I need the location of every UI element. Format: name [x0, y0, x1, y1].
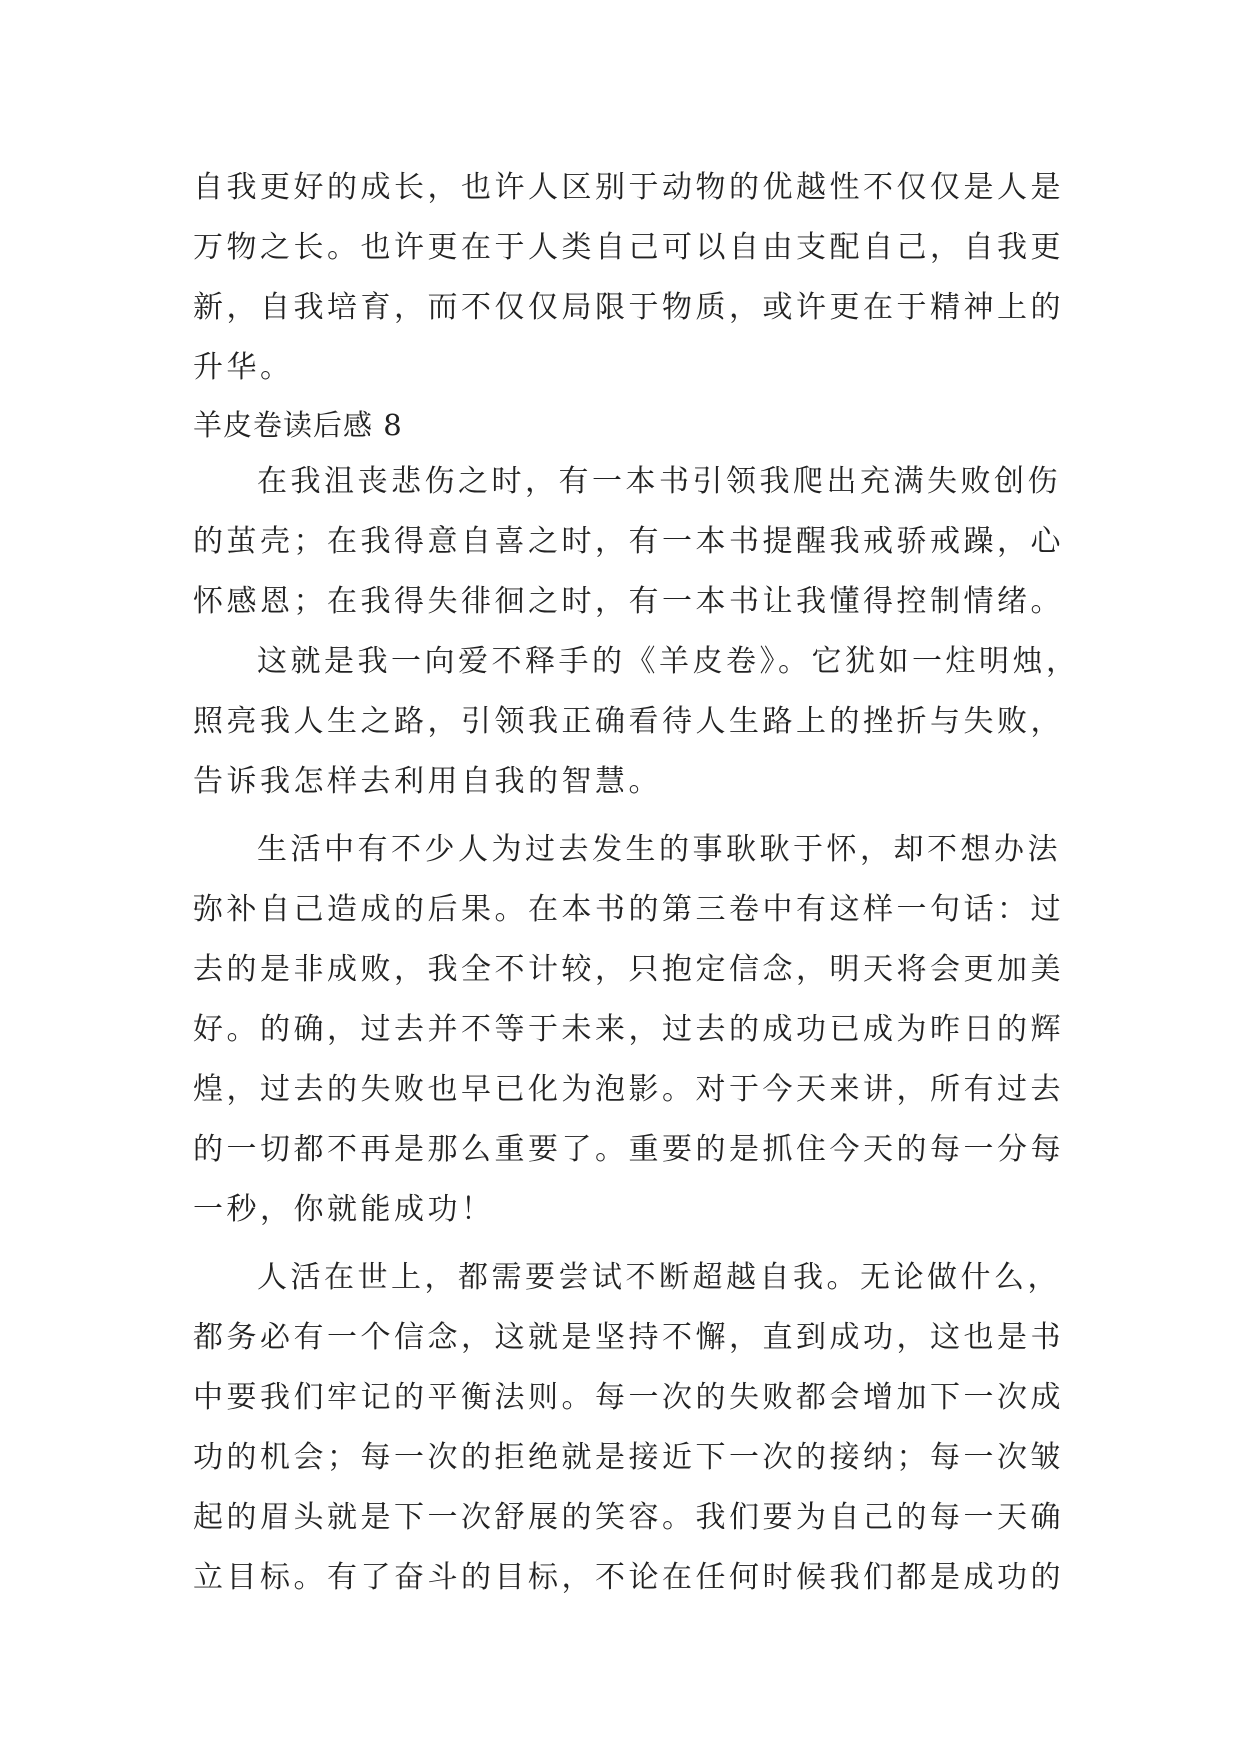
- text-line: 中要我们牢记的平衡法则。每一次的失败都会增加下一次成: [193, 1380, 1064, 1415]
- text-line: 新，自我培育，而不仅仅局限于物质，或许更在于精神上的: [193, 290, 1064, 325]
- text-line: 起的眉头就是下一次舒展的笑容。我们要为自己的每一天确: [193, 1500, 1064, 1535]
- text-line: 万物之长。也许更在于人类自己可以自由支配自己，自我更: [193, 230, 1064, 265]
- paragraph: [193, 820, 1068, 1240]
- paragraph: [193, 452, 1068, 632]
- text-line: 这就是我一向爱不释手的《羊皮卷》。它犹如一炷明烛，: [257, 644, 1080, 679]
- text-line: 立目标。有了奋斗的目标，不论在任何时候我们都是成功的: [193, 1560, 1064, 1595]
- section-title: 羊皮卷读后感 8: [193, 408, 403, 442]
- document-body: [193, 158, 1080, 1608]
- text-line: 好。的确，过去并不等于未来，过去的成功已成为昨日的辉: [193, 1012, 1064, 1047]
- text-line: 都务必有一个信念，这就是坚持不懈，直到成功，这也是书: [193, 1320, 1064, 1355]
- text-line: 一秒，你就能成功！: [193, 1192, 495, 1227]
- text-line: 煌，过去的失败也早已化为泡影。对于今天来讲，所有过去: [193, 1072, 1064, 1107]
- text-line: 功的机会；每一次的拒绝就是接近下一次的接纳；每一次皱: [193, 1440, 1064, 1475]
- text-line: 在我沮丧悲伤之时，有一本书引领我爬出充满失败创伤: [257, 464, 1061, 499]
- text-line: 升华。: [193, 350, 294, 385]
- text-line: 自我更好的成长，也许人区别于动物的优越性不仅仅是人是: [193, 170, 1064, 205]
- paragraph-spacer: [193, 1240, 1068, 1248]
- text-line: 的一切都不再是那么重要了。重要的是抓住今天的每一分每: [193, 1132, 1064, 1167]
- text-line: 照亮我人生之路，引领我正确看待人生路上的挫折与失败，: [193, 704, 1064, 739]
- text-line: 告诉我怎样去利用自我的智慧。: [193, 764, 662, 799]
- text-line: 生活中有不少人为过去发生的事耿耿于怀，却不想办法: [257, 832, 1061, 867]
- text-line: 怀感恩；在我得失徘徊之时，有一本书让我懂得控制情绪。: [193, 584, 1064, 619]
- continuation-paragraph: [193, 158, 1068, 398]
- paragraph: [193, 1248, 1068, 1608]
- text-line: 弥补自己造成的后果。在本书的第三卷中有这样一句话：过: [193, 892, 1064, 927]
- paragraph-spacer: [193, 812, 1068, 820]
- text-line: 的茧壳；在我得意自喜之时，有一本书提醒我戒骄戒躁，心: [193, 524, 1064, 559]
- paragraph: [193, 632, 1080, 812]
- text-line: 人活在世上，都需要尝试不断超越自我。无论做什么，: [257, 1260, 1061, 1295]
- text-line: 去的是非成败，我全不计较，只抱定信念，明天将会更加美: [193, 952, 1064, 987]
